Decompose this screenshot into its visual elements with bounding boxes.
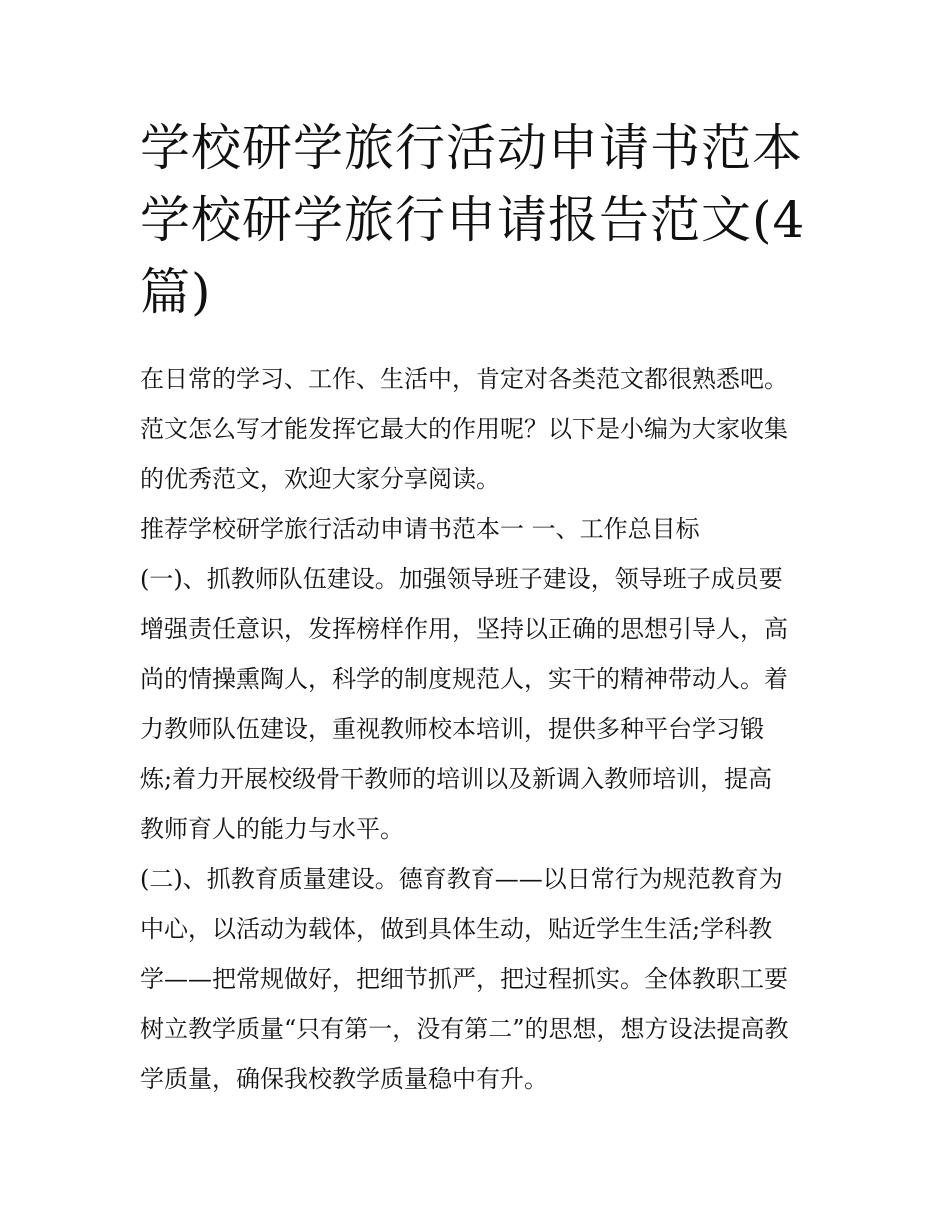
- text-line: 教师育人的能力与水平。: [140, 815, 404, 843]
- document-body: [140, 354, 820, 1104]
- title-line: 篇): [140, 263, 212, 321]
- text-line: 中心，以活动为载体，做到具体生动，贴近学生生活;学科教: [140, 915, 773, 943]
- text-line: 尚的情操熏陶人，科学的制度规范人，实干的精神带动人。着: [140, 665, 788, 693]
- section-heading-paragraph: [140, 504, 820, 554]
- text-line: 力教师队伍建设，重视教师校本培训，提供多种平台学习锻: [140, 715, 764, 743]
- text-line: 学质量，确保我校教学质量稳中有升。: [140, 1065, 548, 1093]
- text-line: 学——把常规做好，把细节抓严，把过程抓实。全体教职工要: [140, 965, 788, 993]
- text-line: (二)、抓教育质量建设。德育教育——以日常行为规范教育为: [140, 865, 783, 893]
- intro-paragraph: [140, 354, 820, 504]
- text-line: 炼;着力开展校级骨干教师的培训以及新调入教师培训，提高: [140, 765, 773, 793]
- text-line: (一)、抓教师队伍建设。加强领导班子建设，领导班子成员要: [140, 565, 783, 593]
- text-line: 推荐学校研学旅行活动申请书范本一 一、工作总目标: [140, 515, 700, 543]
- text-line: 增强责任意识，发挥榜样作用，坚持以正确的思想引导人，高: [140, 615, 788, 643]
- teacher-team-paragraph: [140, 554, 820, 854]
- text-line: 在日常的学习、工作、生活中，肯定对各类范文都很熟悉吧。: [140, 365, 788, 393]
- text-line: 的优秀范文，欢迎大家分享阅读。: [140, 465, 500, 493]
- text-line: 树立教学质量“只有第一，没有第二”的思想，想方设法提高教: [140, 1015, 789, 1043]
- title-line: 学校研学旅行活动申请书范本: [140, 119, 803, 177]
- document-title: [140, 112, 820, 328]
- title-line: 学校研学旅行申请报告范文(4: [140, 191, 806, 249]
- education-quality-paragraph: [140, 854, 820, 1104]
- text-line: 范文怎么写才能发挥它最大的作用呢？以下是小编为大家收集: [140, 415, 788, 443]
